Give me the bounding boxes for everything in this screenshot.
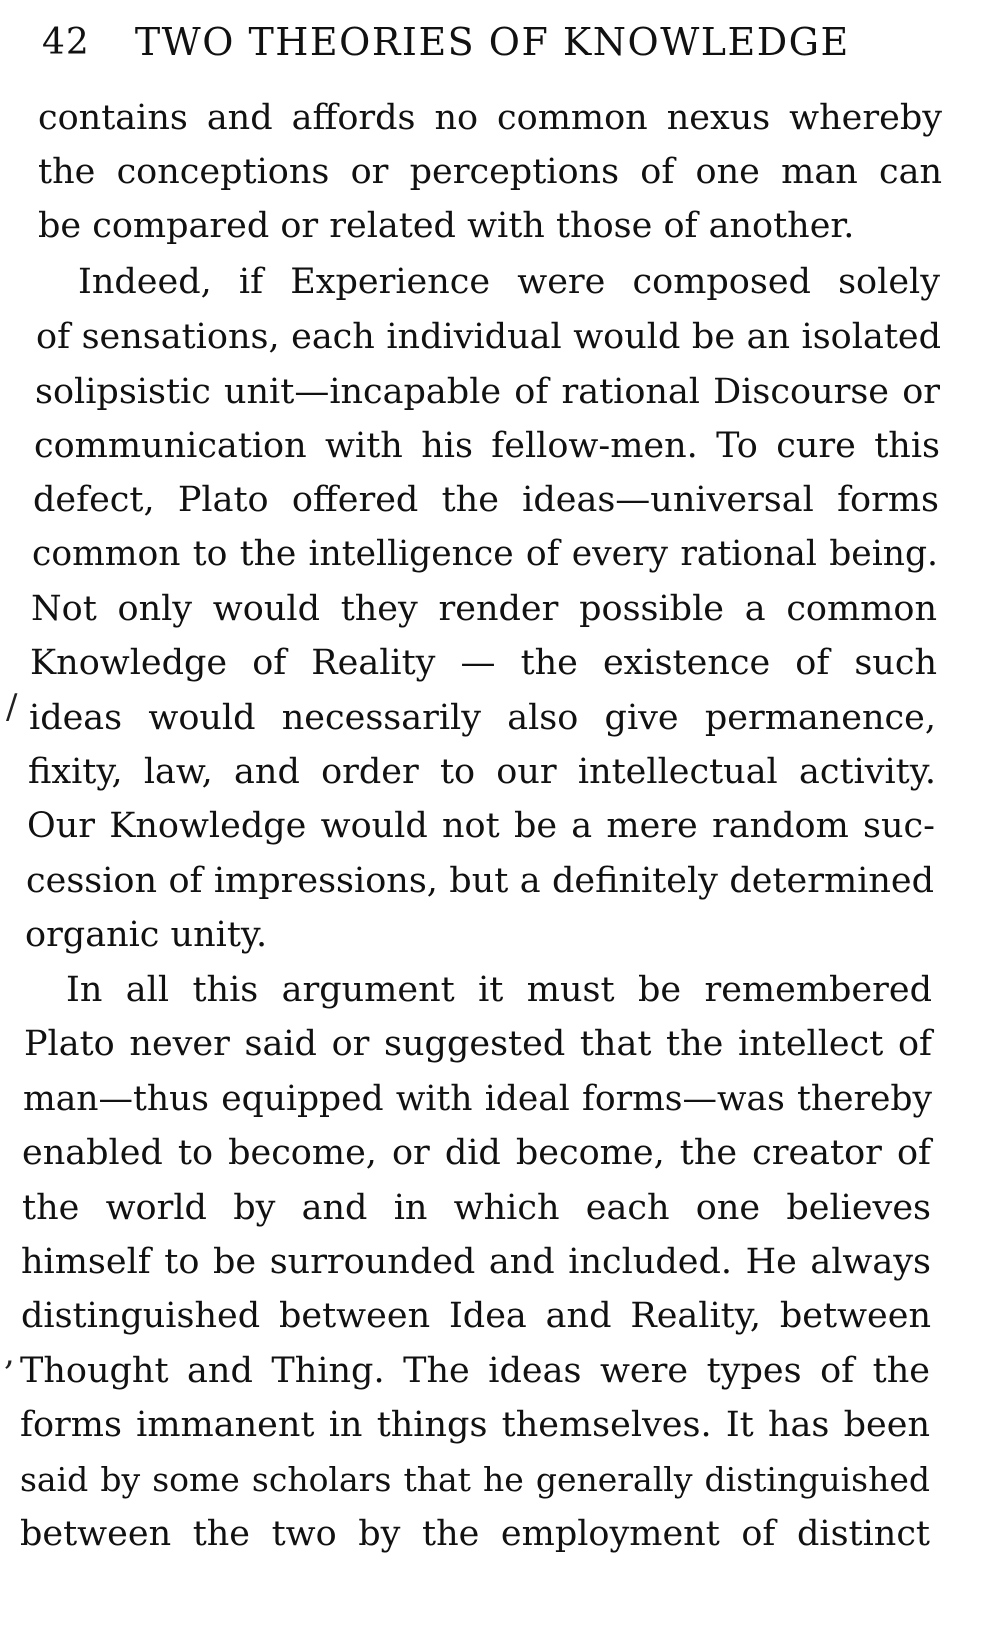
text-line: Not only would they render possible a common <box>31 589 937 629</box>
text-line: man—thus equipped with ideal forms—was thereby <box>23 1079 932 1119</box>
text-line: Thought and Thing. The ideas were types of the <box>20 1351 930 1391</box>
text-line: enabled to become, or did become, the creator of <box>22 1133 931 1173</box>
text-line: common to the intelligence of every rational being. <box>32 534 938 574</box>
margin-mark-comma: , <box>4 1333 15 1373</box>
text-line: defect, Plato offered the ideas—universal forms <box>33 480 939 520</box>
text-line: cession of impressions, but a definitely determined <box>26 861 934 901</box>
text-line: said by some scholars that he generally distinguished <box>20 1460 930 1499</box>
text-line: ideas would necessarily also give permanence, <box>29 698 936 738</box>
text-line: Plato never said or suggested that the intellect of <box>24 1024 932 1064</box>
text-line: In all this argument it must be remembered <box>66 970 932 1010</box>
text-line: distinguished between Idea and Reality, between <box>21 1296 931 1336</box>
text-line: the conceptions or perceptions of one man can <box>38 152 942 192</box>
text-line: Indeed, if Experience were composed solely <box>78 262 940 302</box>
text-line: of sensations, each individual would be an isolated <box>36 317 941 357</box>
text-line: be compared or related with those of another. <box>38 206 855 246</box>
running-header <box>42 12 942 72</box>
text-line: contains and affords no common nexus whereby <box>38 98 942 138</box>
margin-mark-slash: / <box>6 687 18 727</box>
text-line: Our Knowledge would not be a mere random suc- <box>27 806 935 846</box>
text-line: fixity, law, and order to our intellectual activity. <box>28 752 936 792</box>
page-number: 42 <box>42 21 90 63</box>
text-line: Knowledge of Reality — the existence of such <box>30 643 937 683</box>
text-line: the world by and in which each one believes <box>22 1188 931 1228</box>
text-line: organic unity. <box>25 915 268 955</box>
text-line: between the two by the employment of distinct <box>20 1514 930 1554</box>
running-title: TWO THEORIES OF KNOWLEDGE <box>134 20 850 64</box>
text-line: solipsistic unit—incapable of rational Discourse or <box>35 372 940 412</box>
text-line: forms immanent in things themselves. It has been <box>20 1405 930 1445</box>
text-line: himself to be surrounded and included. He always <box>21 1242 931 1282</box>
text-line: communication with his fellow-men. To cure this <box>34 426 940 466</box>
